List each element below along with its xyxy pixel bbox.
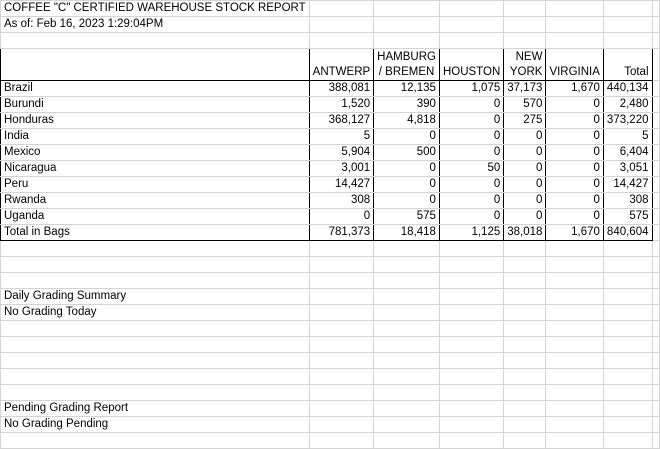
data-cell[interactable]: 0 [504, 161, 546, 177]
cell[interactable] [1, 353, 310, 369]
data-cell[interactable]: 50 [439, 161, 503, 177]
report-as-of[interactable]: As of: Feb 16, 2023 1:29:04PM [1, 17, 310, 33]
cell[interactable] [603, 241, 652, 257]
cell[interactable] [439, 337, 503, 353]
cell[interactable] [504, 337, 546, 353]
total-label[interactable]: Total in Bags [1, 225, 310, 241]
cell[interactable] [603, 353, 652, 369]
cell[interactable] [652, 145, 659, 161]
cell[interactable] [504, 433, 546, 449]
cell[interactable] [439, 401, 503, 417]
data-cell[interactable]: 388,081 [309, 81, 374, 97]
sheet-row [1, 337, 660, 353]
cell[interactable] [652, 49, 659, 81]
pending-grading-title[interactable]: Pending Grading Report [1, 401, 310, 417]
header-corner[interactable] [1, 49, 310, 81]
cell[interactable] [309, 305, 374, 321]
cell[interactable] [439, 273, 503, 289]
cell[interactable] [546, 401, 603, 417]
cell[interactable] [439, 33, 503, 49]
data-cell[interactable]: 14,427 [603, 177, 652, 193]
cell[interactable] [652, 401, 659, 417]
cell[interactable] [546, 289, 603, 305]
data-cell[interactable]: 12,135 [374, 81, 440, 97]
cell[interactable] [546, 369, 603, 385]
cell[interactable] [439, 433, 503, 449]
data-cell[interactable]: 1,670 [546, 81, 603, 97]
cell[interactable] [546, 385, 603, 401]
cell[interactable] [439, 321, 503, 337]
data-cell[interactable]: 0 [504, 193, 546, 209]
cell[interactable] [603, 273, 652, 289]
cell[interactable] [546, 33, 603, 49]
cell[interactable] [1, 273, 310, 289]
data-cell[interactable]: 2,480 [603, 97, 652, 113]
row-label[interactable]: India [1, 129, 310, 145]
cell[interactable] [652, 177, 659, 193]
cell[interactable] [652, 433, 659, 449]
cell[interactable] [652, 129, 659, 145]
cell[interactable] [652, 209, 659, 225]
table-row [1, 97, 660, 113]
table-total-row [1, 225, 660, 241]
total-houston[interactable]: 1,125 [439, 225, 503, 241]
sheet-row [1, 353, 660, 369]
total-total[interactable]: 840,604 [603, 225, 652, 241]
cell[interactable] [652, 17, 659, 33]
cell[interactable] [652, 289, 659, 305]
cell[interactable] [309, 433, 374, 449]
cell[interactable] [603, 17, 652, 33]
cell[interactable] [1, 257, 310, 273]
cell[interactable] [603, 257, 652, 273]
cell[interactable] [652, 353, 659, 369]
data-cell[interactable]: 308 [603, 193, 652, 209]
cell[interactable] [546, 353, 603, 369]
cell[interactable] [1, 385, 310, 401]
data-cell[interactable]: 1,075 [439, 81, 503, 97]
data-cell[interactable]: 0 [439, 209, 503, 225]
cell[interactable] [374, 17, 440, 33]
cell[interactable] [546, 241, 603, 257]
cell[interactable] [603, 305, 652, 321]
cell[interactable] [309, 289, 374, 305]
data-cell[interactable]: 3,001 [309, 161, 374, 177]
cell[interactable] [652, 225, 659, 241]
cell[interactable] [309, 321, 374, 337]
data-cell[interactable]: 0 [546, 129, 603, 145]
total-hamburg-bremen[interactable]: 18,418 [374, 225, 440, 241]
cell[interactable] [374, 385, 440, 401]
cell[interactable] [309, 417, 374, 433]
data-cell[interactable]: 0 [546, 113, 603, 129]
cell[interactable] [309, 385, 374, 401]
cell[interactable] [652, 273, 659, 289]
cell[interactable] [374, 257, 440, 273]
table-row [1, 177, 660, 193]
data-cell[interactable]: 0 [439, 145, 503, 161]
data-cell[interactable]: 0 [504, 177, 546, 193]
data-cell[interactable]: 390 [374, 97, 440, 113]
header-hamburg-bremen[interactable]: HAMBURG / BREMEN [374, 49, 440, 81]
data-cell[interactable]: 0 [439, 193, 503, 209]
data-cell[interactable]: 373,220 [603, 113, 652, 129]
data-cell[interactable]: 0 [546, 97, 603, 113]
cell[interactable] [603, 337, 652, 353]
cell[interactable] [374, 273, 440, 289]
cell[interactable] [374, 241, 440, 257]
row-label[interactable]: Honduras [1, 113, 310, 129]
data-cell[interactable]: 275 [504, 113, 546, 129]
cell[interactable] [504, 257, 546, 273]
table-row [1, 209, 660, 225]
cell[interactable] [309, 273, 374, 289]
data-cell[interactable]: 0 [546, 193, 603, 209]
cell[interactable] [1, 433, 310, 449]
cell[interactable] [652, 161, 659, 177]
cell[interactable] [374, 305, 440, 321]
cell[interactable] [546, 17, 603, 33]
cell[interactable] [374, 353, 440, 369]
cell[interactable] [603, 433, 652, 449]
row-label[interactable]: Peru [1, 177, 310, 193]
sheet-row [1, 433, 660, 449]
data-cell[interactable]: 14,427 [309, 177, 374, 193]
cell[interactable] [374, 369, 440, 385]
cell[interactable] [1, 321, 310, 337]
data-cell[interactable]: 308 [309, 193, 374, 209]
header-antwerp[interactable]: ANTWERP [309, 49, 374, 81]
sheet-row [1, 401, 660, 417]
sheet-row [1, 369, 660, 385]
cell[interactable] [504, 369, 546, 385]
cell[interactable] [309, 241, 374, 257]
cell[interactable] [603, 33, 652, 49]
cell[interactable] [439, 353, 503, 369]
cell[interactable] [603, 369, 652, 385]
sheet-row [1, 385, 660, 401]
cell[interactable] [374, 337, 440, 353]
total-virginia[interactable]: 1,670 [546, 225, 603, 241]
lower-section [1, 241, 660, 449]
cell[interactable] [504, 353, 546, 369]
data-cell[interactable]: 0 [439, 129, 503, 145]
cell[interactable] [603, 417, 652, 433]
table-row [1, 113, 660, 129]
cell[interactable] [603, 401, 652, 417]
data-cell[interactable]: 0 [546, 161, 603, 177]
cell[interactable] [439, 369, 503, 385]
cell[interactable] [504, 241, 546, 257]
cell[interactable] [652, 81, 659, 97]
cell[interactable] [504, 1, 546, 17]
sheet-row [1, 241, 660, 257]
data-cell[interactable]: 4,818 [374, 113, 440, 129]
cell[interactable] [504, 401, 546, 417]
data-cell[interactable]: 5 [603, 129, 652, 145]
cell[interactable] [546, 305, 603, 321]
data-cell[interactable]: 6,404 [603, 145, 652, 161]
table-row [1, 161, 660, 177]
cell[interactable] [652, 417, 659, 433]
cell[interactable] [374, 401, 440, 417]
data-cell[interactable]: 0 [309, 209, 374, 225]
data-cell[interactable]: 1,520 [309, 97, 374, 113]
data-cell[interactable]: 0 [546, 145, 603, 161]
cell[interactable] [504, 385, 546, 401]
data-cell[interactable]: 0 [504, 145, 546, 161]
cell[interactable] [439, 17, 503, 33]
cell[interactable] [309, 17, 374, 33]
cell[interactable] [374, 321, 440, 337]
cell[interactable] [603, 1, 652, 17]
cell[interactable] [546, 273, 603, 289]
cell[interactable] [309, 1, 374, 17]
cell[interactable] [309, 369, 374, 385]
cell[interactable] [1, 241, 310, 257]
cell[interactable] [309, 33, 374, 49]
row-label[interactable]: Burundi [1, 97, 310, 113]
cell[interactable] [439, 257, 503, 273]
cell[interactable] [652, 369, 659, 385]
cell[interactable] [652, 33, 659, 49]
cell[interactable] [652, 305, 659, 321]
cell[interactable] [546, 321, 603, 337]
cell[interactable] [439, 305, 503, 321]
cell[interactable] [652, 321, 659, 337]
cell[interactable] [546, 257, 603, 273]
data-cell[interactable]: 0 [374, 129, 440, 145]
cell[interactable] [374, 417, 440, 433]
data-cell[interactable]: 0 [374, 177, 440, 193]
cell[interactable] [652, 257, 659, 273]
row-label[interactable]: Uganda [1, 209, 310, 225]
sheet-row [1, 273, 660, 289]
cell[interactable] [652, 97, 659, 113]
cell[interactable] [1, 337, 310, 353]
cell[interactable] [439, 241, 503, 257]
data-cell[interactable]: 0 [504, 209, 546, 225]
table-row [1, 193, 660, 209]
cell[interactable] [504, 321, 546, 337]
cell[interactable] [504, 33, 546, 49]
grading-summary-title[interactable]: Daily Grading Summary [1, 289, 310, 305]
data-cell[interactable]: 575 [374, 209, 440, 225]
data-cell[interactable]: 0 [546, 209, 603, 225]
sheet-row [1, 417, 660, 433]
data-cell[interactable]: 0 [504, 129, 546, 145]
data-cell[interactable]: 570 [504, 97, 546, 113]
cell[interactable] [1, 369, 310, 385]
cell[interactable] [374, 289, 440, 305]
data-cell[interactable]: 440,134 [603, 81, 652, 97]
cell[interactable] [546, 433, 603, 449]
data-cell[interactable]: 37,173 [504, 81, 546, 97]
sheet-row [1, 305, 660, 321]
cell[interactable] [374, 33, 440, 49]
cell[interactable] [652, 1, 659, 17]
cell[interactable] [603, 385, 652, 401]
cell[interactable] [439, 417, 503, 433]
table-row [1, 81, 660, 97]
grading-summary-status[interactable]: No Grading Today [1, 305, 310, 321]
cell[interactable] [374, 433, 440, 449]
header-virginia[interactable]: VIRGINIA [546, 49, 603, 81]
cell[interactable] [652, 241, 659, 257]
row-label[interactable]: Mexico [1, 145, 310, 161]
data-cell[interactable]: 368,127 [309, 113, 374, 129]
total-antwerp[interactable]: 781,373 [309, 225, 374, 241]
cell[interactable] [439, 289, 503, 305]
data-cell[interactable]: 0 [439, 97, 503, 113]
cell[interactable] [504, 289, 546, 305]
header-new-york[interactable]: NEW YORK [504, 49, 546, 81]
header-houston[interactable]: HOUSTON [439, 49, 503, 81]
data-cell[interactable]: 5,904 [309, 145, 374, 161]
cell[interactable] [652, 385, 659, 401]
cell[interactable] [603, 321, 652, 337]
table-header-row [1, 49, 660, 81]
data-cell[interactable]: 0 [546, 177, 603, 193]
row-label[interactable]: Rwanda [1, 193, 310, 209]
cell[interactable] [546, 1, 603, 17]
table-body [1, 81, 660, 225]
data-cell[interactable]: 5 [309, 129, 374, 145]
cell[interactable] [309, 353, 374, 369]
cell[interactable] [439, 385, 503, 401]
row-label[interactable]: Brazil [1, 81, 310, 97]
header-total[interactable]: Total [603, 49, 652, 81]
cell[interactable] [603, 289, 652, 305]
cell[interactable] [439, 1, 503, 17]
cell[interactable] [309, 257, 374, 273]
sheet-row [1, 289, 660, 305]
total-new-york[interactable]: 38,018 [504, 225, 546, 241]
data-cell[interactable]: 0 [439, 177, 503, 193]
data-cell[interactable]: 0 [439, 113, 503, 129]
cell[interactable] [652, 337, 659, 353]
data-cell[interactable]: 3,051 [603, 161, 652, 177]
cell[interactable] [309, 401, 374, 417]
cell[interactable] [504, 273, 546, 289]
row-label[interactable]: Nicaragua [1, 161, 310, 177]
cell[interactable] [374, 1, 440, 17]
cell[interactable] [504, 417, 546, 433]
data-cell[interactable]: 575 [603, 209, 652, 225]
sheet-row [1, 321, 660, 337]
cell[interactable] [504, 305, 546, 321]
table-row [1, 129, 660, 145]
pending-grading-status[interactable]: No Grading Pending [1, 417, 310, 433]
cell[interactable] [504, 17, 546, 33]
table-row [1, 145, 660, 161]
cell[interactable] [1, 33, 310, 49]
sheet-row [1, 257, 660, 273]
data-cell[interactable]: 500 [374, 145, 440, 161]
data-cell[interactable]: 0 [374, 161, 440, 177]
cell[interactable] [309, 337, 374, 353]
cell[interactable] [652, 113, 659, 129]
report-title[interactable]: COFFEE "C" CERTIFIED WAREHOUSE STOCK REPORT [1, 1, 310, 17]
cell[interactable] [546, 337, 603, 353]
cell[interactable] [652, 193, 659, 209]
data-cell[interactable]: 0 [374, 193, 440, 209]
cell[interactable] [546, 417, 603, 433]
